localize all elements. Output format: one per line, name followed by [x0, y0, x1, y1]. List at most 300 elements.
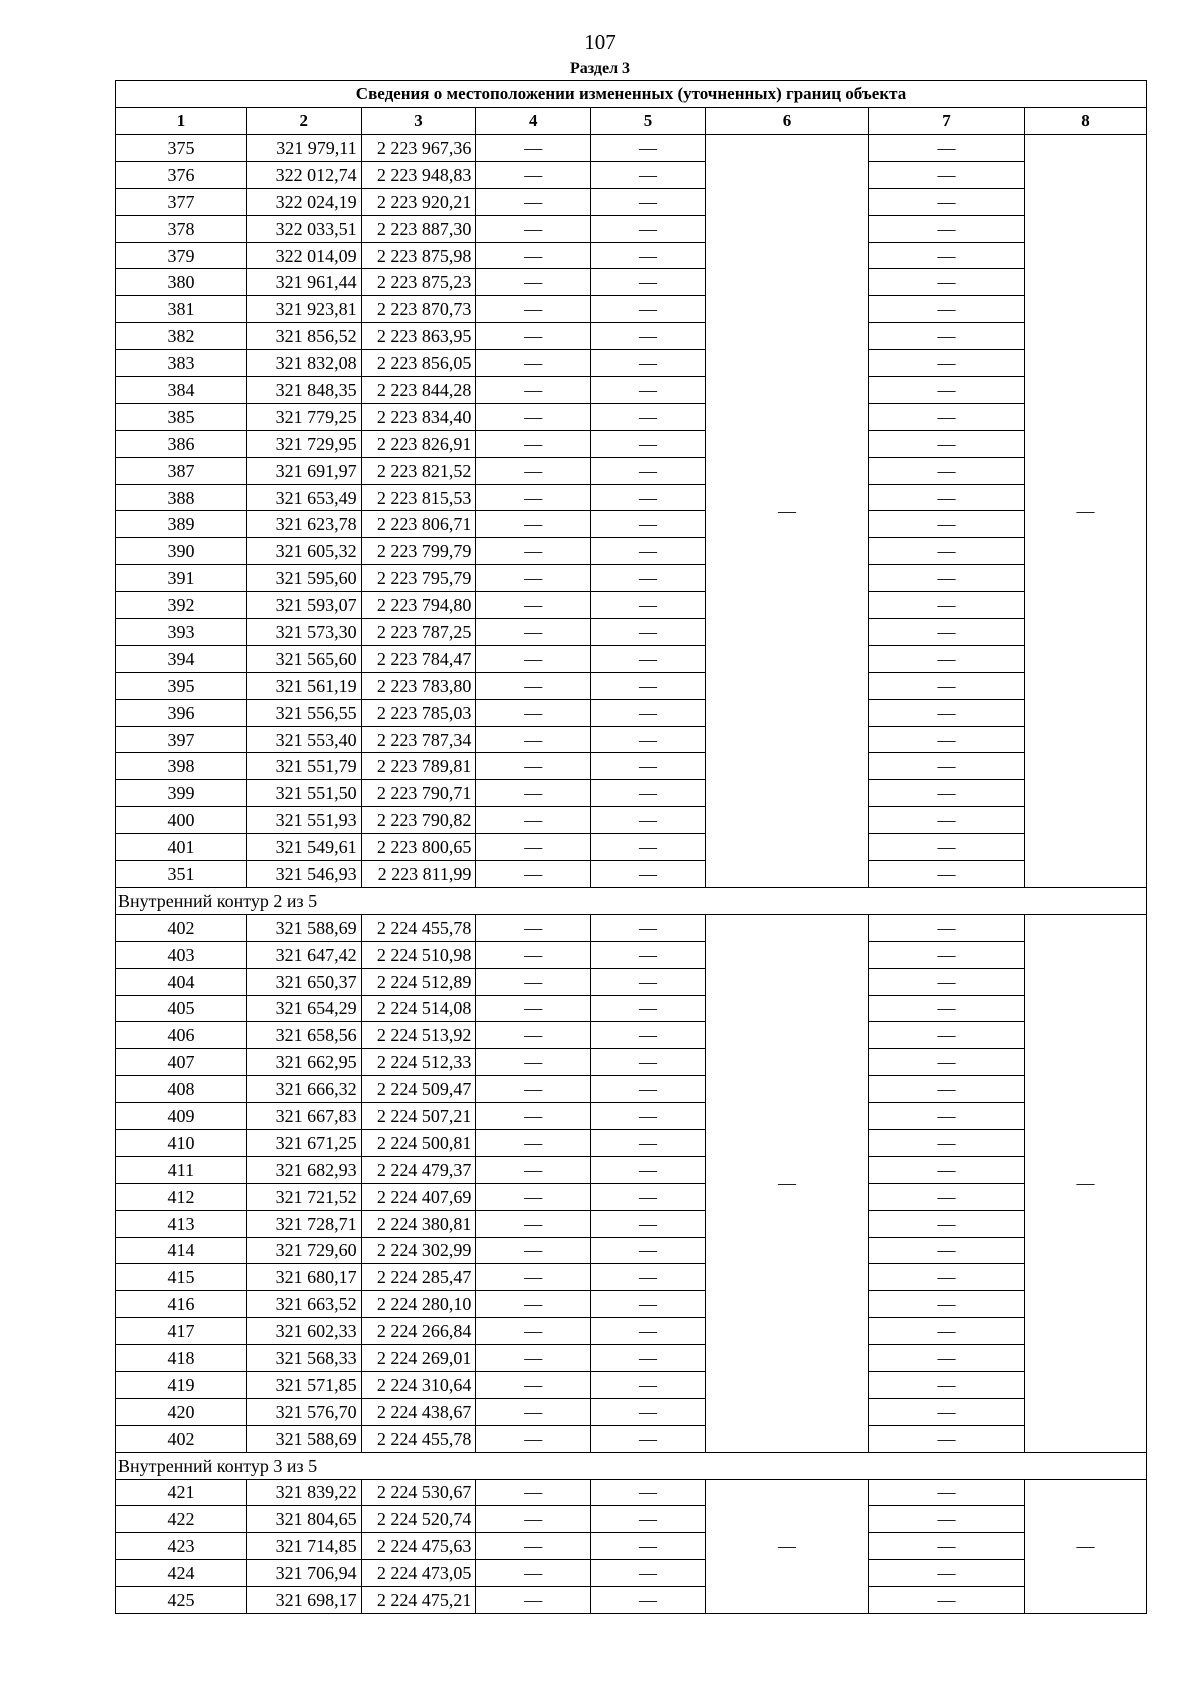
y-coordinate-cell: 2 223 875,23	[361, 269, 476, 296]
column-4-cell: —	[476, 1506, 591, 1533]
y-coordinate-cell: 2 224 380,81	[361, 1210, 476, 1237]
table-row	[116, 995, 1147, 1022]
table-row	[116, 377, 1147, 404]
column-5-cell: —	[591, 565, 706, 592]
x-coordinate-cell: 321 691,97	[246, 457, 361, 484]
table-row	[116, 1587, 1147, 1614]
y-coordinate-cell: 2 224 473,05	[361, 1560, 476, 1587]
column-4-cell: —	[476, 726, 591, 753]
y-coordinate-cell: 2 223 967,36	[361, 135, 476, 162]
table-row	[116, 1345, 1147, 1372]
column-7-cell: —	[869, 1076, 1025, 1103]
x-coordinate-cell: 322 012,74	[246, 161, 361, 188]
column-5-cell: —	[591, 1398, 706, 1425]
column-5-cell: —	[591, 1076, 706, 1103]
y-coordinate-cell: 2 223 799,79	[361, 538, 476, 565]
column-4-cell: —	[476, 1371, 591, 1398]
column-5-cell: —	[591, 1425, 706, 1452]
y-coordinate-cell: 2 224 269,01	[361, 1345, 476, 1372]
column-4-cell: —	[476, 1076, 591, 1103]
column-4-cell: —	[476, 699, 591, 726]
point-number-cell: 416	[116, 1291, 247, 1318]
column-7-cell: —	[869, 672, 1025, 699]
x-coordinate-cell: 321 666,32	[246, 1076, 361, 1103]
column-number: 1	[116, 108, 247, 135]
table-row	[116, 1479, 1147, 1506]
y-coordinate-cell: 2 223 821,52	[361, 457, 476, 484]
column-7-cell: —	[869, 242, 1025, 269]
column-4-cell: —	[476, 1291, 591, 1318]
point-number-cell: 410	[116, 1129, 247, 1156]
column-5-cell: —	[591, 995, 706, 1022]
x-coordinate-cell: 321 680,17	[246, 1264, 361, 1291]
column-4-cell: —	[476, 296, 591, 323]
column-5-cell: —	[591, 592, 706, 619]
x-coordinate-cell: 321 779,25	[246, 403, 361, 430]
column-4-cell: —	[476, 807, 591, 834]
column-5-cell: —	[591, 672, 706, 699]
column-4-cell: —	[476, 1318, 591, 1345]
column-7-cell: —	[869, 726, 1025, 753]
column-4-cell: —	[476, 511, 591, 538]
point-number-cell: 402	[116, 1425, 247, 1452]
x-coordinate-cell: 321 706,94	[246, 1560, 361, 1587]
y-coordinate-cell: 2 224 520,74	[361, 1506, 476, 1533]
point-number-cell: 418	[116, 1345, 247, 1372]
x-coordinate-cell: 321 923,81	[246, 296, 361, 323]
column-4-cell: —	[476, 941, 591, 968]
point-number-cell: 399	[116, 780, 247, 807]
column-5-cell: —	[591, 215, 706, 242]
x-coordinate-cell: 321 728,71	[246, 1210, 361, 1237]
column-7-cell: —	[869, 1291, 1025, 1318]
column-7-cell: —	[869, 403, 1025, 430]
table-row	[116, 1533, 1147, 1560]
y-coordinate-cell: 2 224 475,63	[361, 1533, 476, 1560]
table-row	[116, 672, 1147, 699]
column-7-cell: —	[869, 914, 1025, 941]
column-number: 2	[246, 108, 361, 135]
column-5-cell: —	[591, 1237, 706, 1264]
column-6-merged-cell: —	[705, 914, 868, 1452]
x-coordinate-cell: 321 647,42	[246, 941, 361, 968]
y-coordinate-cell: 2 223 815,53	[361, 484, 476, 511]
point-number-cell: 400	[116, 807, 247, 834]
column-7-cell: —	[869, 1371, 1025, 1398]
point-number-cell: 417	[116, 1318, 247, 1345]
column-5-cell: —	[591, 1183, 706, 1210]
column-7-cell: —	[869, 1156, 1025, 1183]
table-row	[116, 403, 1147, 430]
column-4-cell: —	[476, 161, 591, 188]
point-number-cell: 407	[116, 1049, 247, 1076]
column-4-cell: —	[476, 1049, 591, 1076]
column-4-cell: —	[476, 1398, 591, 1425]
point-number-cell: 423	[116, 1533, 247, 1560]
column-7-cell: —	[869, 135, 1025, 162]
column-4-cell: —	[476, 457, 591, 484]
column-7-cell: —	[869, 807, 1025, 834]
x-coordinate-cell: 321 979,11	[246, 135, 361, 162]
column-6-merged-cell: —	[705, 135, 868, 888]
table-row	[116, 1371, 1147, 1398]
column-4-cell: —	[476, 242, 591, 269]
y-coordinate-cell: 2 223 800,65	[361, 834, 476, 861]
y-coordinate-cell: 2 224 513,92	[361, 1022, 476, 1049]
x-coordinate-cell: 321 653,49	[246, 484, 361, 511]
x-coordinate-cell: 321 856,52	[246, 323, 361, 350]
column-5-cell: —	[591, 1022, 706, 1049]
x-coordinate-cell: 321 721,52	[246, 1183, 361, 1210]
table-row	[116, 296, 1147, 323]
column-7-cell: —	[869, 1587, 1025, 1614]
x-coordinate-cell: 321 593,07	[246, 592, 361, 619]
y-coordinate-cell: 2 224 280,10	[361, 1291, 476, 1318]
column-5-cell: —	[591, 1533, 706, 1560]
contour-label: Внутренний контур 2 из 5	[116, 887, 1147, 914]
column-5-cell: —	[591, 323, 706, 350]
point-number-cell: 378	[116, 215, 247, 242]
section-title: Раздел 3	[569, 60, 631, 77]
y-coordinate-cell: 2 224 455,78	[361, 914, 476, 941]
column-5-cell: —	[591, 1506, 706, 1533]
y-coordinate-cell: 2 223 787,25	[361, 619, 476, 646]
table-row	[116, 1183, 1147, 1210]
x-coordinate-cell: 321 698,17	[246, 1587, 361, 1614]
table-row	[116, 269, 1147, 296]
point-number-cell: 413	[116, 1210, 247, 1237]
column-5-cell: —	[591, 1479, 706, 1506]
table-row	[116, 1318, 1147, 1345]
column-5-cell: —	[591, 807, 706, 834]
y-coordinate-cell: 2 224 302,99	[361, 1237, 476, 1264]
x-coordinate-cell: 321 553,40	[246, 726, 361, 753]
column-5-cell: —	[591, 968, 706, 995]
x-coordinate-cell: 321 568,33	[246, 1345, 361, 1372]
table-row	[116, 242, 1147, 269]
point-number-cell: 398	[116, 753, 247, 780]
y-coordinate-cell: 2 223 826,91	[361, 430, 476, 457]
point-number-cell: 420	[116, 1398, 247, 1425]
column-7-cell: —	[869, 1103, 1025, 1130]
y-coordinate-cell: 2 224 310,64	[361, 1371, 476, 1398]
point-number-cell: 395	[116, 672, 247, 699]
y-coordinate-cell: 2 224 455,78	[361, 1425, 476, 1452]
table-row	[116, 484, 1147, 511]
table-row	[116, 699, 1147, 726]
column-4-cell: —	[476, 592, 591, 619]
y-coordinate-cell: 2 224 507,21	[361, 1103, 476, 1130]
table-row	[116, 1506, 1147, 1533]
point-number-cell: 383	[116, 350, 247, 377]
y-coordinate-cell: 2 224 512,89	[361, 968, 476, 995]
table-row	[116, 350, 1147, 377]
x-coordinate-cell: 321 571,85	[246, 1371, 361, 1398]
x-coordinate-cell: 321 576,70	[246, 1398, 361, 1425]
column-4-cell: —	[476, 484, 591, 511]
x-coordinate-cell: 321 588,69	[246, 914, 361, 941]
table-row	[116, 430, 1147, 457]
x-coordinate-cell: 321 654,29	[246, 995, 361, 1022]
column-7-cell: —	[869, 1425, 1025, 1452]
column-number: 5	[591, 108, 706, 135]
column-5-cell: —	[591, 1291, 706, 1318]
column-5-cell: —	[591, 377, 706, 404]
column-4-cell: —	[476, 430, 591, 457]
column-8-merged-cell: —	[1025, 1479, 1147, 1613]
x-coordinate-cell: 321 729,95	[246, 430, 361, 457]
column-4-cell: —	[476, 215, 591, 242]
y-coordinate-cell: 2 223 863,95	[361, 323, 476, 350]
x-coordinate-cell: 321 602,33	[246, 1318, 361, 1345]
x-coordinate-cell: 321 714,85	[246, 1533, 361, 1560]
table-row	[116, 565, 1147, 592]
x-coordinate-cell: 322 014,09	[246, 242, 361, 269]
column-5-cell: —	[591, 1103, 706, 1130]
column-7-cell: —	[869, 1345, 1025, 1372]
point-number-cell: 387	[116, 457, 247, 484]
column-7-cell: —	[869, 1398, 1025, 1425]
column-7-cell: —	[869, 995, 1025, 1022]
column-number: 6	[705, 108, 868, 135]
column-5-cell: —	[591, 645, 706, 672]
point-number-cell: 392	[116, 592, 247, 619]
x-coordinate-cell: 321 663,52	[246, 1291, 361, 1318]
column-5-cell: —	[591, 188, 706, 215]
column-4-cell: —	[476, 1587, 591, 1614]
y-coordinate-cell: 2 224 479,37	[361, 1156, 476, 1183]
y-coordinate-cell: 2 223 783,80	[361, 672, 476, 699]
column-4-cell: —	[476, 350, 591, 377]
y-coordinate-cell: 2 223 875,98	[361, 242, 476, 269]
y-coordinate-cell: 2 223 790,71	[361, 780, 476, 807]
point-number-cell: 421	[116, 1479, 247, 1506]
x-coordinate-cell: 321 556,55	[246, 699, 361, 726]
x-coordinate-cell: 321 662,95	[246, 1049, 361, 1076]
column-7-cell: —	[869, 511, 1025, 538]
column-7-cell: —	[869, 350, 1025, 377]
column-5-cell: —	[591, 350, 706, 377]
column-4-cell: —	[476, 1237, 591, 1264]
column-5-cell: —	[591, 1560, 706, 1587]
y-coordinate-cell: 2 224 500,81	[361, 1129, 476, 1156]
y-coordinate-cell: 2 223 844,28	[361, 377, 476, 404]
table-row	[116, 1560, 1147, 1587]
table-row	[116, 161, 1147, 188]
column-7-cell: —	[869, 1022, 1025, 1049]
column-7-cell: —	[869, 565, 1025, 592]
x-coordinate-cell: 321 551,50	[246, 780, 361, 807]
column-7-cell: —	[869, 1479, 1025, 1506]
point-number-cell: 422	[116, 1506, 247, 1533]
y-coordinate-cell: 2 223 948,83	[361, 161, 476, 188]
x-coordinate-cell: 321 565,60	[246, 645, 361, 672]
point-number-cell: 376	[116, 161, 247, 188]
table-row	[116, 914, 1147, 941]
table-row	[116, 968, 1147, 995]
point-number-cell: 381	[116, 296, 247, 323]
table-row	[116, 1049, 1147, 1076]
x-coordinate-cell: 321 623,78	[246, 511, 361, 538]
y-coordinate-cell: 2 223 870,73	[361, 296, 476, 323]
column-7-cell: —	[869, 296, 1025, 323]
column-4-cell: —	[476, 780, 591, 807]
table-row	[116, 1398, 1147, 1425]
point-number-cell: 412	[116, 1183, 247, 1210]
column-5-cell: —	[591, 1156, 706, 1183]
table-row	[116, 592, 1147, 619]
column-5-cell: —	[591, 941, 706, 968]
x-coordinate-cell: 321 595,60	[246, 565, 361, 592]
column-5-cell: —	[591, 1371, 706, 1398]
column-5-cell: —	[591, 619, 706, 646]
column-4-cell: —	[476, 188, 591, 215]
x-coordinate-cell: 321 729,60	[246, 1237, 361, 1264]
column-5-cell: —	[591, 403, 706, 430]
column-4-cell: —	[476, 538, 591, 565]
table-row	[116, 1156, 1147, 1183]
column-7-cell: —	[869, 1237, 1025, 1264]
column-7-cell: —	[869, 377, 1025, 404]
x-coordinate-cell: 321 671,25	[246, 1129, 361, 1156]
y-coordinate-cell: 2 223 811,99	[361, 861, 476, 888]
x-coordinate-cell: 321 961,44	[246, 269, 361, 296]
column-5-cell: —	[591, 538, 706, 565]
column-8-merged-cell: —	[1025, 914, 1147, 1452]
column-7-cell: —	[869, 968, 1025, 995]
column-4-cell: —	[476, 753, 591, 780]
point-number-cell: 388	[116, 484, 247, 511]
y-coordinate-cell: 2 223 794,80	[361, 592, 476, 619]
column-7-cell: —	[869, 161, 1025, 188]
table-row	[116, 807, 1147, 834]
column-4-cell: —	[476, 968, 591, 995]
point-number-cell: 390	[116, 538, 247, 565]
point-number-cell: 397	[116, 726, 247, 753]
point-number-cell: 408	[116, 1076, 247, 1103]
column-5-cell: —	[591, 1345, 706, 1372]
x-coordinate-cell: 321 804,65	[246, 1506, 361, 1533]
table-row	[116, 323, 1147, 350]
y-coordinate-cell: 2 223 834,40	[361, 403, 476, 430]
column-7-cell: —	[869, 645, 1025, 672]
column-5-cell: —	[591, 484, 706, 511]
column-4-cell: —	[476, 1156, 591, 1183]
point-number-cell: 401	[116, 834, 247, 861]
column-4-cell: —	[476, 914, 591, 941]
point-number-cell: 394	[116, 645, 247, 672]
column-7-cell: —	[869, 1506, 1025, 1533]
y-coordinate-cell: 2 223 920,21	[361, 188, 476, 215]
y-coordinate-cell: 2 223 785,03	[361, 699, 476, 726]
column-number: 8	[1025, 108, 1147, 135]
y-coordinate-cell: 2 223 789,81	[361, 753, 476, 780]
table-row	[116, 1076, 1147, 1103]
column-5-cell: —	[591, 242, 706, 269]
point-number-cell: 424	[116, 1560, 247, 1587]
point-number-cell: 404	[116, 968, 247, 995]
column-7-cell: —	[869, 834, 1025, 861]
point-number-cell: 403	[116, 941, 247, 968]
contour-label: Внутренний контур 3 из 5	[116, 1452, 1147, 1479]
y-coordinate-cell: 2 223 887,30	[361, 215, 476, 242]
y-coordinate-cell: 2 224 514,08	[361, 995, 476, 1022]
y-coordinate-cell: 2 224 512,33	[361, 1049, 476, 1076]
point-number-cell: 351	[116, 861, 247, 888]
table-title-row	[116, 81, 1147, 108]
table-row	[116, 188, 1147, 215]
table-row	[116, 941, 1147, 968]
boundary-coordinates-table	[115, 80, 1147, 1614]
table-row	[116, 135, 1147, 162]
column-5-cell: —	[591, 1264, 706, 1291]
column-5-cell: —	[591, 457, 706, 484]
point-number-cell: 375	[116, 135, 247, 162]
column-4-cell: —	[476, 323, 591, 350]
x-coordinate-cell: 321 573,30	[246, 619, 361, 646]
column-5-cell: —	[591, 1318, 706, 1345]
table-row	[116, 1210, 1147, 1237]
point-number-cell: 402	[116, 914, 247, 941]
table-row	[116, 645, 1147, 672]
column-4-cell: —	[476, 861, 591, 888]
y-coordinate-cell: 2 224 285,47	[361, 1264, 476, 1291]
table-body	[116, 81, 1147, 1614]
column-7-cell: —	[869, 215, 1025, 242]
column-number-row	[116, 108, 1147, 135]
table-row	[116, 1425, 1147, 1452]
column-7-cell: —	[869, 484, 1025, 511]
column-5-cell: —	[591, 161, 706, 188]
column-5-cell: —	[591, 511, 706, 538]
column-7-cell: —	[869, 269, 1025, 296]
point-number-cell: 380	[116, 269, 247, 296]
column-4-cell: —	[476, 1479, 591, 1506]
x-coordinate-cell: 321 549,61	[246, 834, 361, 861]
x-coordinate-cell: 321 588,69	[246, 1425, 361, 1452]
x-coordinate-cell: 321 839,22	[246, 1479, 361, 1506]
column-5-cell: —	[591, 861, 706, 888]
point-number-cell: 385	[116, 403, 247, 430]
x-coordinate-cell: 321 605,32	[246, 538, 361, 565]
column-4-cell: —	[476, 834, 591, 861]
table-row	[116, 834, 1147, 861]
column-4-cell: —	[476, 1022, 591, 1049]
column-7-cell: —	[869, 323, 1025, 350]
column-7-cell: —	[869, 941, 1025, 968]
column-4-cell: —	[476, 619, 591, 646]
x-coordinate-cell: 321 832,08	[246, 350, 361, 377]
column-5-cell: —	[591, 296, 706, 323]
table-row	[116, 511, 1147, 538]
column-5-cell: —	[591, 699, 706, 726]
column-7-cell: —	[869, 699, 1025, 726]
y-coordinate-cell: 2 223 856,05	[361, 350, 476, 377]
point-number-cell: 425	[116, 1587, 247, 1614]
x-coordinate-cell: 322 033,51	[246, 215, 361, 242]
table-row	[116, 538, 1147, 565]
table-row	[116, 1129, 1147, 1156]
column-7-cell: —	[869, 1560, 1025, 1587]
column-4-cell: —	[476, 403, 591, 430]
y-coordinate-cell: 2 224 475,21	[361, 1587, 476, 1614]
point-number-cell: 415	[116, 1264, 247, 1291]
point-number-cell: 382	[116, 323, 247, 350]
column-4-cell: —	[476, 1183, 591, 1210]
table-row	[116, 619, 1147, 646]
column-8-merged-cell: —	[1025, 135, 1147, 888]
point-number-cell: 406	[116, 1022, 247, 1049]
